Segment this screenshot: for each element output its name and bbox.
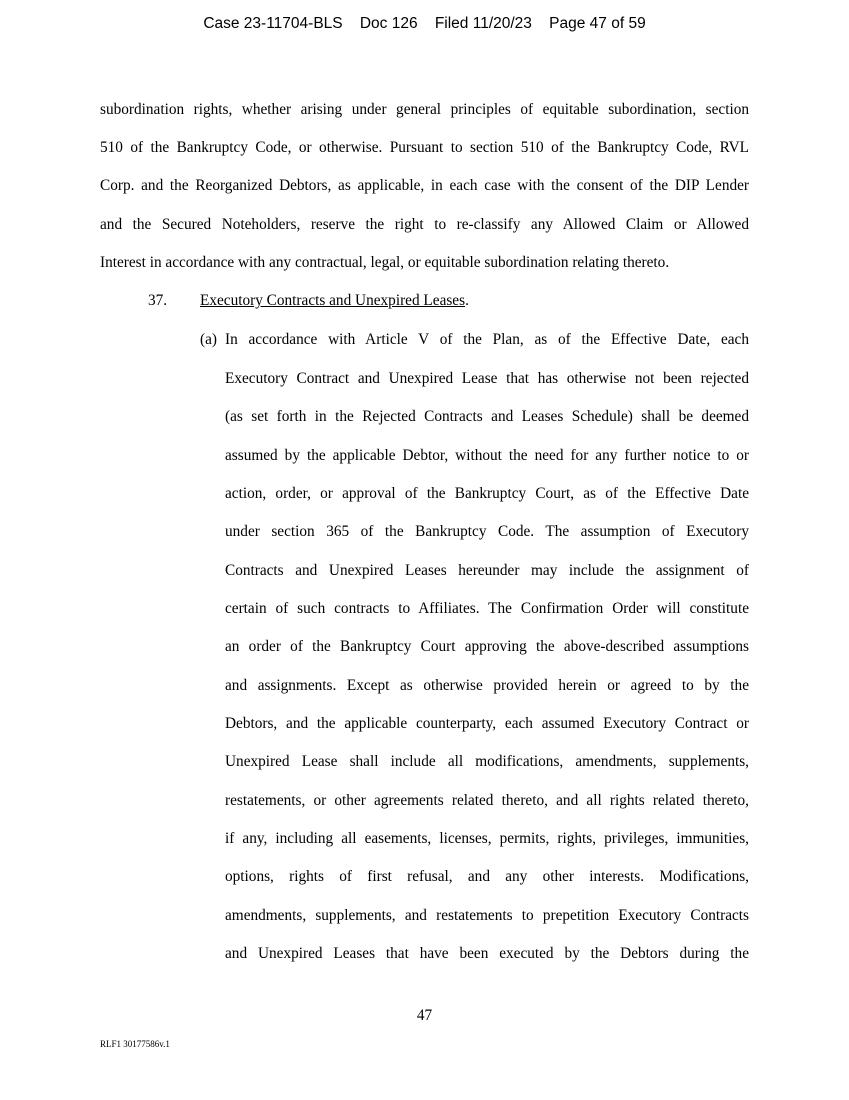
subsection-line: if any, including all easements, licenses, permits, rights, privileges, immunities, [225, 830, 749, 847]
subsection-line: Unexpired Lease shall include all modifications, amendments, supplements, [225, 753, 749, 770]
filed-date: Filed 11/20/23 [434, 15, 532, 32]
paragraph-line: Interest in accordance with any contractual, legal, or equitable subordination relating thereto. [100, 254, 670, 271]
doc-number: Doc 126 [359, 15, 418, 32]
subsection-line: In accordance with Article V of the Plan, as of the Effective Date, each [225, 331, 749, 348]
subsection-line: an order of the Bankruptcy Court approving the above-described assumptions [225, 638, 749, 655]
section-title-text: Executory Contracts and Unexpired Leases [200, 292, 466, 309]
subsection-line: assumed by the applicable Debtor, without the need for any further notice to or [225, 447, 749, 464]
page-number: 47 [416, 1007, 433, 1024]
section-title-suffix: . [465, 292, 469, 309]
subsection-line: and Unexpired Leases that have been executed by the Debtors during the [225, 945, 749, 962]
subsection-line: Executory Contract and Unexpired Lease that has otherwise not been rejected [225, 370, 749, 387]
subsection-line: restatements, or other agreements related thereto, and all rights related thereto, [225, 792, 749, 809]
paragraph-line: Corp. and the Reorganized Debtors, as applicable, in each case with the consent of the DIP Lender [100, 177, 749, 194]
section-heading [100, 291, 749, 311]
page-of-total: Page 47 of 59 [549, 15, 646, 32]
paragraph-line: 510 of the Bankruptcy Code, or otherwise. Pursuant to section 510 of the Bankruptcy Code, RVL [100, 139, 749, 156]
subsection-a-first-line [100, 330, 749, 350]
paragraph-line: subordination rights, whether arising under general principles of equitable subordination, section [100, 101, 749, 118]
subsection-line: options, rights of first refusal, and any other interests. Modifications, [225, 868, 749, 885]
paragraph-line: and the Secured Noteholders, reserve the right to re-classify any Allowed Claim or Allowed [100, 216, 749, 233]
section-number: 37. [148, 292, 168, 309]
document-id: RLF1 30177586v.1 [100, 1039, 170, 1049]
subsection-line: under section 365 of the Bankruptcy Code. The assumption of Executory [225, 523, 749, 540]
subsection-label: (a) [200, 331, 217, 348]
case-header [0, 15, 849, 33]
subsection-line: (as set forth in the Rejected Contracts and Leases Schedule) shall be deemed [225, 408, 749, 425]
subsection-line: action, order, or approval of the Bankruptcy Court, as of the Effective Date [225, 485, 749, 502]
case-number: Case 23-11704-BLS [203, 15, 343, 32]
section-title [200, 291, 469, 311]
subsection-line: Debtors, and the applicable counterparty, each assumed Executory Contract or [225, 715, 749, 732]
subsection-line: and assignments. Except as otherwise provided herein or agreed to by the [225, 677, 749, 694]
subsection-line: Contracts and Unexpired Leases hereunder may include the assignment of [225, 562, 749, 579]
subsection-line: certain of such contracts to Affiliates. The Confirmation Order will constitute [225, 600, 749, 617]
subsection-line: amendments, supplements, and restatements to prepetition Executory Contracts [225, 907, 749, 924]
